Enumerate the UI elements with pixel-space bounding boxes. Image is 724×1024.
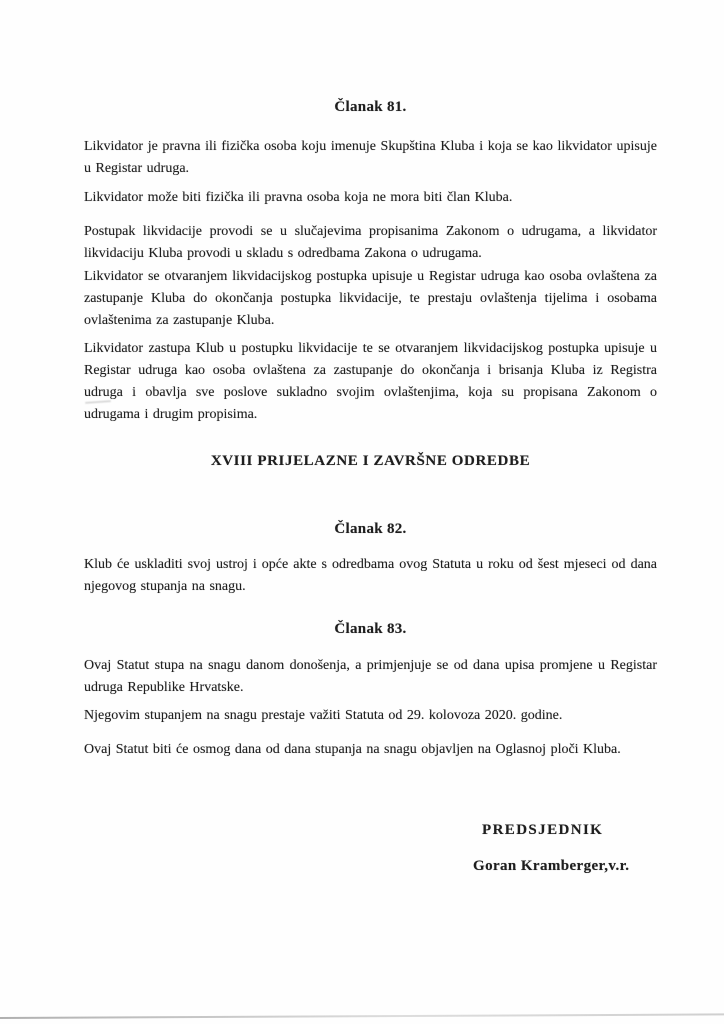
article-82-heading: Članak 82. xyxy=(334,521,407,537)
article-83-paragraph-3: Ovaj Statut biti će osmog dana od dana stupanja na snagu objavljen na Oglasnoj ploči Kluba. xyxy=(84,742,621,757)
article-81-paragraph-2: Likvidator može biti fizička ili pravna osoba koja ne mora biti član Kluba. xyxy=(84,190,513,205)
article-82-paragraph-1: Klub će uskladiti svoj ustroj i opće akte s odredbama ovog Statuta u roku od šest mjeseci od dana njegovog stupanja na snagu. xyxy=(84,557,657,594)
signature-role: PREDSJEDNIK xyxy=(482,822,604,838)
article-83-heading: Članak 83. xyxy=(334,621,407,637)
article-81-paragraph-3: Postupak likvidacije provodi se u slučajevima propisanima Zakonom o udrugama, a likvidator likvidaciju Kluba provodi u skladu s odredbama Zakona o udrugama. xyxy=(84,224,657,261)
article-81-paragraph-4: Likvidator se otvaranjem likvidacijskog postupka upisuje u Registar udruga kao osoba ovlaštena za zastupanje Kluba do okončanja postupka likvidacije, te prestaju ovlaštenja tijelima i osobama ovlaštenima za zastupanje Kluba. xyxy=(84,269,657,328)
section-18-heading: XVIII PRIJELAZNE I ZAVRŠNE ODREDBE xyxy=(210,453,531,469)
signature-name: Goran Kramberger,v.r. xyxy=(473,858,630,874)
article-83-paragraph-1: Ovaj Statut stupa na snagu danom donošenja, a primjenjuje se od dana upisa promjene u Registar udruga Republike Hrvatske. xyxy=(84,658,657,695)
scan-artifact-bottom-line xyxy=(0,1013,724,1018)
article-81-paragraph-1: Likvidator je pravna ili fizička osoba koju imenuje Skupština Kluba i koja se kao likvidator upisuje u Registar udruga. xyxy=(84,139,657,176)
article-81-paragraph-5: Likvidator zastupa Klub u postupku likvidacije te se otvaranjem likvidacijskog postupka upisuje u Registar udruga kao osoba ovlaštena za zastupanje do okončanja i brisanja Kluba iz Registra udruga i obavlja sve poslove sukladno svojim ovlaštenjima, koja su propisana Zakonom o udrugama i drugim propisima. xyxy=(84,341,657,422)
article-81-heading: Članak 81. xyxy=(334,99,407,115)
article-83-paragraph-2: Njegovim stupanjem na snagu prestaje važiti Statuta od 29. kolovoza 2020. godine. xyxy=(84,708,563,723)
